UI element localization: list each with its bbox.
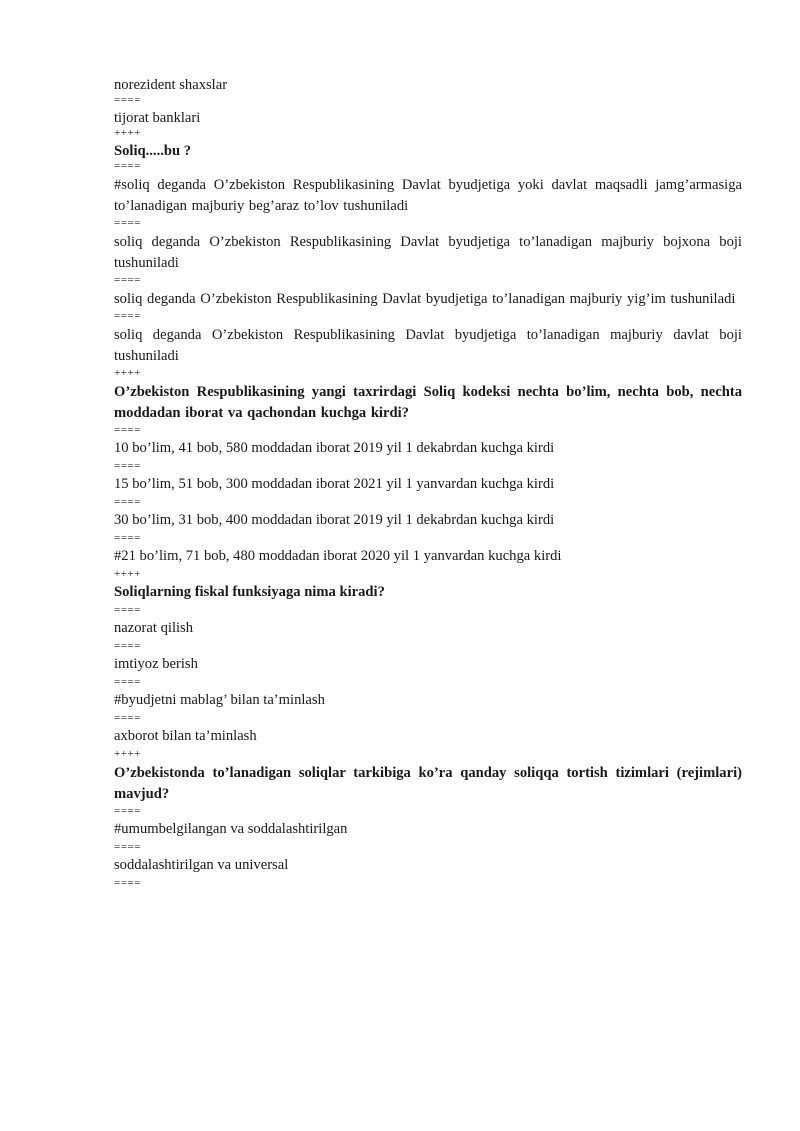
option-separator: ==== (114, 310, 141, 322)
option-separator: ==== (114, 841, 141, 853)
answer-option: 10 bo’lim, 41 bob, 580 moddadan iborat 2019 yil 1 dekabrdan kuchga kirdi (114, 440, 555, 456)
question-separator: ++++ (114, 568, 141, 580)
answer-option: soddalashtirilgan va universal (114, 857, 289, 873)
answer-option: soliq deganda O’zbekiston Respublikasining Davlat byudjetiga to’lanadigan majburiy bojxona boji tushuniladi (114, 234, 742, 271)
answer-option: #soliq deganda O’zbekiston Respublikasining Davlat byudjetiga yoki davlat maqsadli jamg’armasiga to’lanadigan majburiy beg’araz to’lov tushuniladi (114, 177, 742, 214)
option-separator: ==== (114, 877, 141, 889)
option-separator: ==== (114, 217, 141, 229)
answer-option: #21 bo’lim, 71 bob, 480 moddadan iborat 2020 yil 1 yanvardan kuchga kirdi (114, 548, 562, 564)
answer-option: axborot bilan ta’minlash (114, 728, 257, 744)
answer-option: tijorat banklari (114, 110, 201, 126)
answer-option: 30 bo’lim, 31 bob, 400 moddadan iborat 2019 yil 1 dekabrdan kuchga kirdi (114, 512, 555, 528)
question-separator: ++++ (114, 748, 141, 760)
answer-option: #umumbelgilangan va soddalashtirilgan (114, 821, 348, 837)
option-separator: ==== (114, 676, 141, 688)
answer-option: 15 bo’lim, 51 bob, 300 moddadan iborat 2021 yil 1 yanvardan kuchga kirdi (114, 476, 555, 492)
option-separator: ==== (114, 160, 141, 172)
answer-option: nazorat qilish (114, 620, 194, 636)
option-separator: ==== (114, 496, 141, 508)
option-separator: ==== (114, 640, 141, 652)
option-separator: ==== (114, 805, 141, 817)
answer-option: imtiyoz berish (114, 656, 198, 672)
answer-option: soliq deganda O’zbekiston Respublikasining Davlat byudjetiga to’lanadigan majburiy davlat boji tushuniladi (114, 327, 742, 364)
question-text: Soliqlarning fiskal funksiyaga nima kiradi? (114, 584, 385, 600)
option-separator: ==== (114, 532, 141, 544)
answer-option: norezident shaxslar (114, 77, 228, 93)
question-text: O’zbekiston Respublikasining yangi taxrirdagi Soliq kodeksi nechta bo’lim, nechta bob, nechta moddadan iborat va qachondan kuchga kirdi? (114, 384, 742, 421)
question-text: Soliq.....bu ? (114, 143, 192, 159)
question-text: O’zbekistonda to’lanadigan soliqlar tarkibiga ko’ra qanday soliqqa tortish tizimlari (rejimlari) mavjud? (114, 765, 742, 802)
option-separator: ==== (114, 424, 141, 436)
option-separator: ==== (114, 94, 141, 106)
option-separator: ==== (114, 274, 141, 286)
question-separator: ++++ (114, 367, 141, 379)
document-page (114, 76, 742, 892)
answer-option: #byudjetni mablag’ bilan ta’minlash (114, 692, 325, 708)
option-separator: ==== (114, 604, 141, 616)
question-separator: ++++ (114, 127, 141, 139)
option-separator: ==== (114, 460, 141, 472)
option-separator: ==== (114, 712, 141, 724)
answer-option: soliq deganda O’zbekiston Respublikasining Davlat byudjetiga to’lanadigan majburiy yig’im tushuniladi (114, 291, 736, 307)
